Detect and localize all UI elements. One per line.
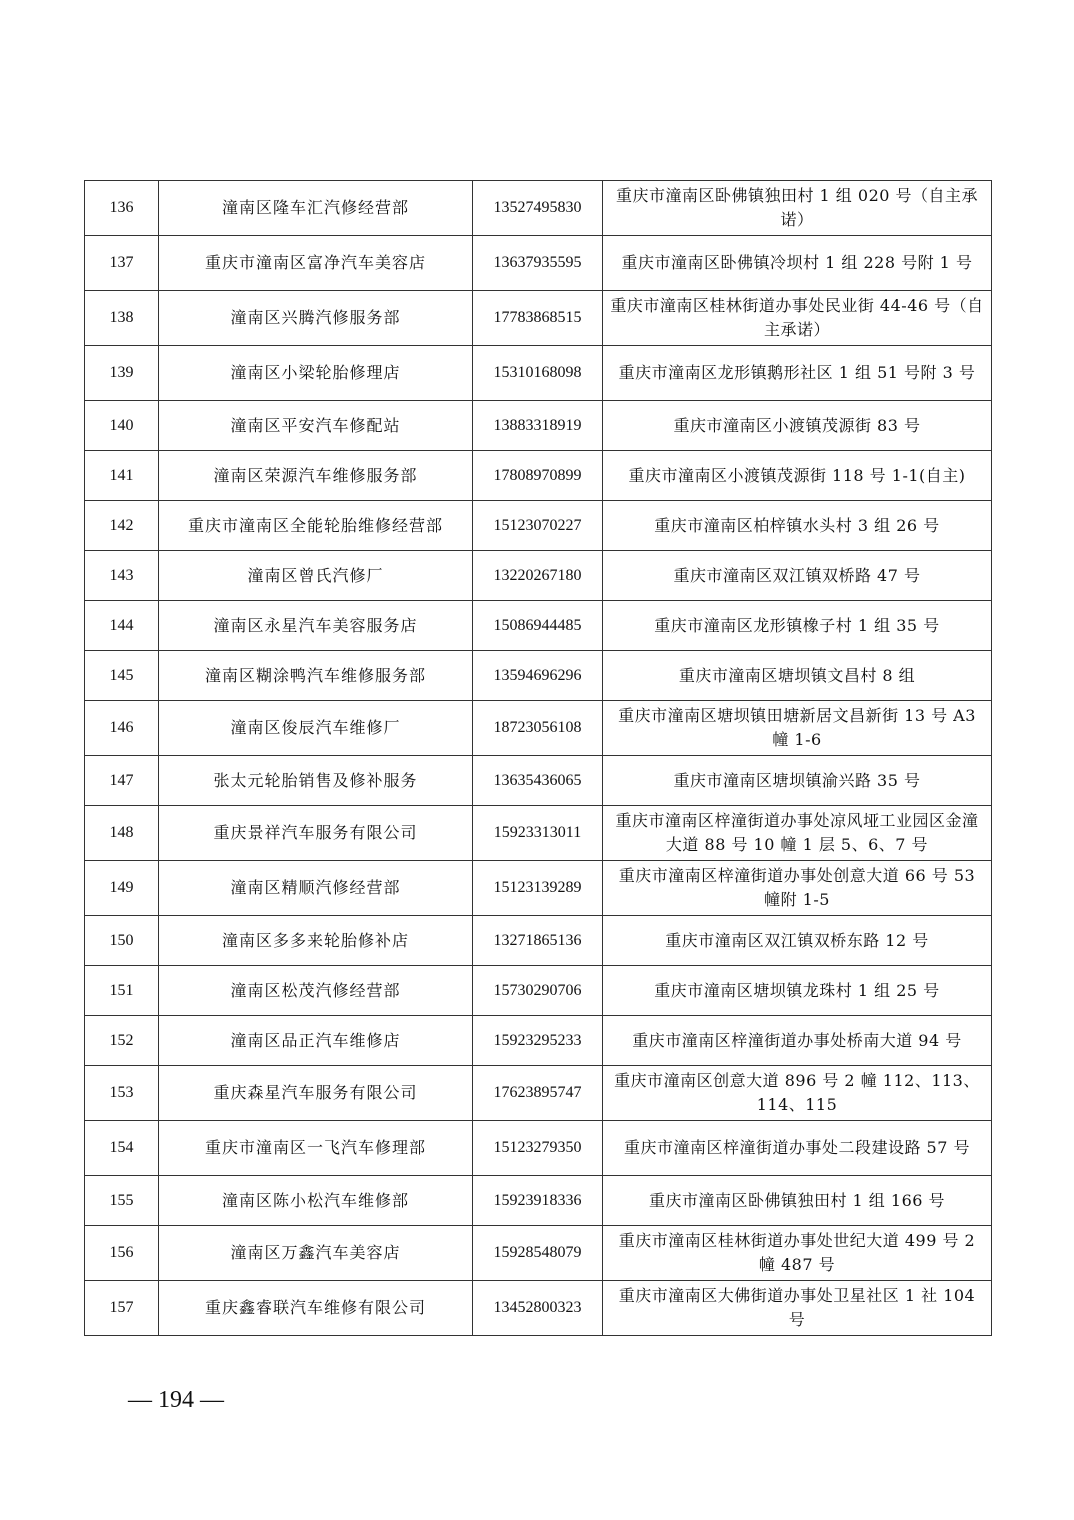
row-number: 138 (85, 291, 159, 346)
table-body (85, 181, 992, 1336)
row-number: 149 (85, 861, 159, 916)
shop-name: 重庆森星汽车服务有限公司 (159, 1066, 473, 1121)
table-row (85, 346, 992, 401)
shop-name: 潼南区荣源汽车维修服务部 (159, 451, 473, 501)
shop-address: 重庆市潼南区卧佛镇独田村 1 组 166 号 (603, 1176, 992, 1226)
row-number: 136 (85, 181, 159, 236)
phone-number: 15730290706 (473, 966, 603, 1016)
table-row (85, 451, 992, 501)
shop-name: 重庆市潼南区富净汽车美容店 (159, 236, 473, 291)
phone-number: 15923918336 (473, 1176, 603, 1226)
phone-number: 13594696296 (473, 651, 603, 701)
row-number: 152 (85, 1016, 159, 1066)
shop-address: 重庆市潼南区塘坝镇龙珠村 1 组 25 号 (603, 966, 992, 1016)
shop-address: 重庆市潼南区创意大道 896 号 2 幢 112、113、114、115 (603, 1066, 992, 1121)
row-number: 141 (85, 451, 159, 501)
page-number: — 194 — (128, 1387, 224, 1413)
table-row (85, 1016, 992, 1066)
row-number: 155 (85, 1176, 159, 1226)
row-number: 139 (85, 346, 159, 401)
row-number: 154 (85, 1121, 159, 1176)
shop-address: 重庆市潼南区卧佛镇冷坝村 1 组 228 号附 1 号 (603, 236, 992, 291)
row-number: 148 (85, 806, 159, 861)
table-row (85, 401, 992, 451)
shop-name: 潼南区曾氏汽修厂 (159, 551, 473, 601)
repair-shop-table (84, 180, 992, 1336)
phone-number: 13527495830 (473, 181, 603, 236)
phone-number: 13220267180 (473, 551, 603, 601)
shop-address: 重庆市潼南区梓潼街道办事处桥南大道 94 号 (603, 1016, 992, 1066)
shop-address: 重庆市潼南区桂林街道办事处民业街 44-46 号（自主承诺） (603, 291, 992, 346)
row-number: 146 (85, 701, 159, 756)
row-number: 145 (85, 651, 159, 701)
phone-number: 13635436065 (473, 756, 603, 806)
phone-number: 15086944485 (473, 601, 603, 651)
row-number: 157 (85, 1281, 159, 1336)
phone-number: 13883318919 (473, 401, 603, 451)
row-number: 153 (85, 1066, 159, 1121)
table-row (85, 806, 992, 861)
shop-name: 潼南区隆车汇汽修经营部 (159, 181, 473, 236)
shop-address: 重庆市潼南区龙形镇橡子村 1 组 35 号 (603, 601, 992, 651)
shop-name: 潼南区松茂汽修经营部 (159, 966, 473, 1016)
shop-name: 潼南区俊辰汽车维修厂 (159, 701, 473, 756)
shop-address: 重庆市潼南区梓潼街道办事处凉风垭工业园区金潼大道 88 号 10 幢 1 层 5、6、7 号 (603, 806, 992, 861)
shop-address: 重庆市潼南区柏梓镇水头村 3 组 26 号 (603, 501, 992, 551)
table-row (85, 756, 992, 806)
phone-number: 15123279350 (473, 1121, 603, 1176)
table-row (85, 1121, 992, 1176)
shop-address: 重庆市潼南区大佛街道办事处卫星社区 1 社 104 号 (603, 1281, 992, 1336)
row-number: 150 (85, 916, 159, 966)
table-row (85, 181, 992, 236)
shop-address: 重庆市潼南区龙形镇鹅形社区 1 组 51 号附 3 号 (603, 346, 992, 401)
shop-name: 潼南区多多来轮胎修补店 (159, 916, 473, 966)
shop-name: 张太元轮胎销售及修补服务 (159, 756, 473, 806)
shop-address: 重庆市潼南区塘坝镇文昌村 8 组 (603, 651, 992, 701)
shop-name: 潼南区品正汽车维修店 (159, 1016, 473, 1066)
phone-number: 15123070227 (473, 501, 603, 551)
table-row (85, 551, 992, 601)
table-row (85, 1176, 992, 1226)
table-row (85, 651, 992, 701)
table-row (85, 236, 992, 291)
phone-number: 15310168098 (473, 346, 603, 401)
shop-address: 重庆市潼南区双江镇双桥东路 12 号 (603, 916, 992, 966)
phone-number: 13637935595 (473, 236, 603, 291)
shop-address: 重庆市潼南区双江镇双桥路 47 号 (603, 551, 992, 601)
table-row (85, 701, 992, 756)
table-row (85, 291, 992, 346)
row-number: 142 (85, 501, 159, 551)
phone-number: 15123139289 (473, 861, 603, 916)
shop-address: 重庆市潼南区小渡镇茂源街 83 号 (603, 401, 992, 451)
phone-number: 13452800323 (473, 1281, 603, 1336)
shop-address: 重庆市潼南区塘坝镇田塘新居文昌新街 13 号 A3 幢 1-6 (603, 701, 992, 756)
shop-name: 潼南区陈小松汽车维修部 (159, 1176, 473, 1226)
phone-number: 18723056108 (473, 701, 603, 756)
table-row (85, 966, 992, 1016)
table-row (85, 861, 992, 916)
row-number: 143 (85, 551, 159, 601)
row-number: 140 (85, 401, 159, 451)
shop-name: 潼南区万鑫汽车美容店 (159, 1226, 473, 1281)
shop-name: 潼南区兴腾汽修服务部 (159, 291, 473, 346)
phone-number: 15928548079 (473, 1226, 603, 1281)
table-row (85, 501, 992, 551)
shop-address: 重庆市潼南区桂林街道办事处世纪大道 499 号 2 幢 487 号 (603, 1226, 992, 1281)
table-row (85, 1226, 992, 1281)
shop-name: 潼南区精顺汽修经营部 (159, 861, 473, 916)
row-number: 147 (85, 756, 159, 806)
shop-address: 重庆市潼南区梓潼街道办事处创意大道 66 号 53 幢附 1-5 (603, 861, 992, 916)
shop-name: 重庆市潼南区全能轮胎维修经营部 (159, 501, 473, 551)
table-row (85, 601, 992, 651)
phone-number: 17623895747 (473, 1066, 603, 1121)
phone-number: 13271865136 (473, 916, 603, 966)
shop-address: 重庆市潼南区梓潼街道办事处二段建设路 57 号 (603, 1121, 992, 1176)
table-row (85, 1066, 992, 1121)
row-number: 144 (85, 601, 159, 651)
row-number: 151 (85, 966, 159, 1016)
table-row (85, 1281, 992, 1336)
shop-address: 重庆市潼南区卧佛镇独田村 1 组 020 号（自主承诺） (603, 181, 992, 236)
shop-address: 重庆市潼南区塘坝镇渝兴路 35 号 (603, 756, 992, 806)
phone-number: 15923313011 (473, 806, 603, 861)
shop-name: 潼南区平安汽车修配站 (159, 401, 473, 451)
shop-name: 潼南区永星汽车美容服务店 (159, 601, 473, 651)
row-number: 156 (85, 1226, 159, 1281)
shop-name: 潼南区糊涂鸭汽车维修服务部 (159, 651, 473, 701)
table-row (85, 916, 992, 966)
shop-name: 重庆鑫睿联汽车维修有限公司 (159, 1281, 473, 1336)
shop-address: 重庆市潼南区小渡镇茂源街 118 号 1-1(自主) (603, 451, 992, 501)
shop-name: 潼南区小梁轮胎修理店 (159, 346, 473, 401)
shop-name: 重庆景祥汽车服务有限公司 (159, 806, 473, 861)
phone-number: 17783868515 (473, 291, 603, 346)
shop-name: 重庆市潼南区一飞汽车修理部 (159, 1121, 473, 1176)
phone-number: 15923295233 (473, 1016, 603, 1066)
phone-number: 17808970899 (473, 451, 603, 501)
row-number: 137 (85, 236, 159, 291)
